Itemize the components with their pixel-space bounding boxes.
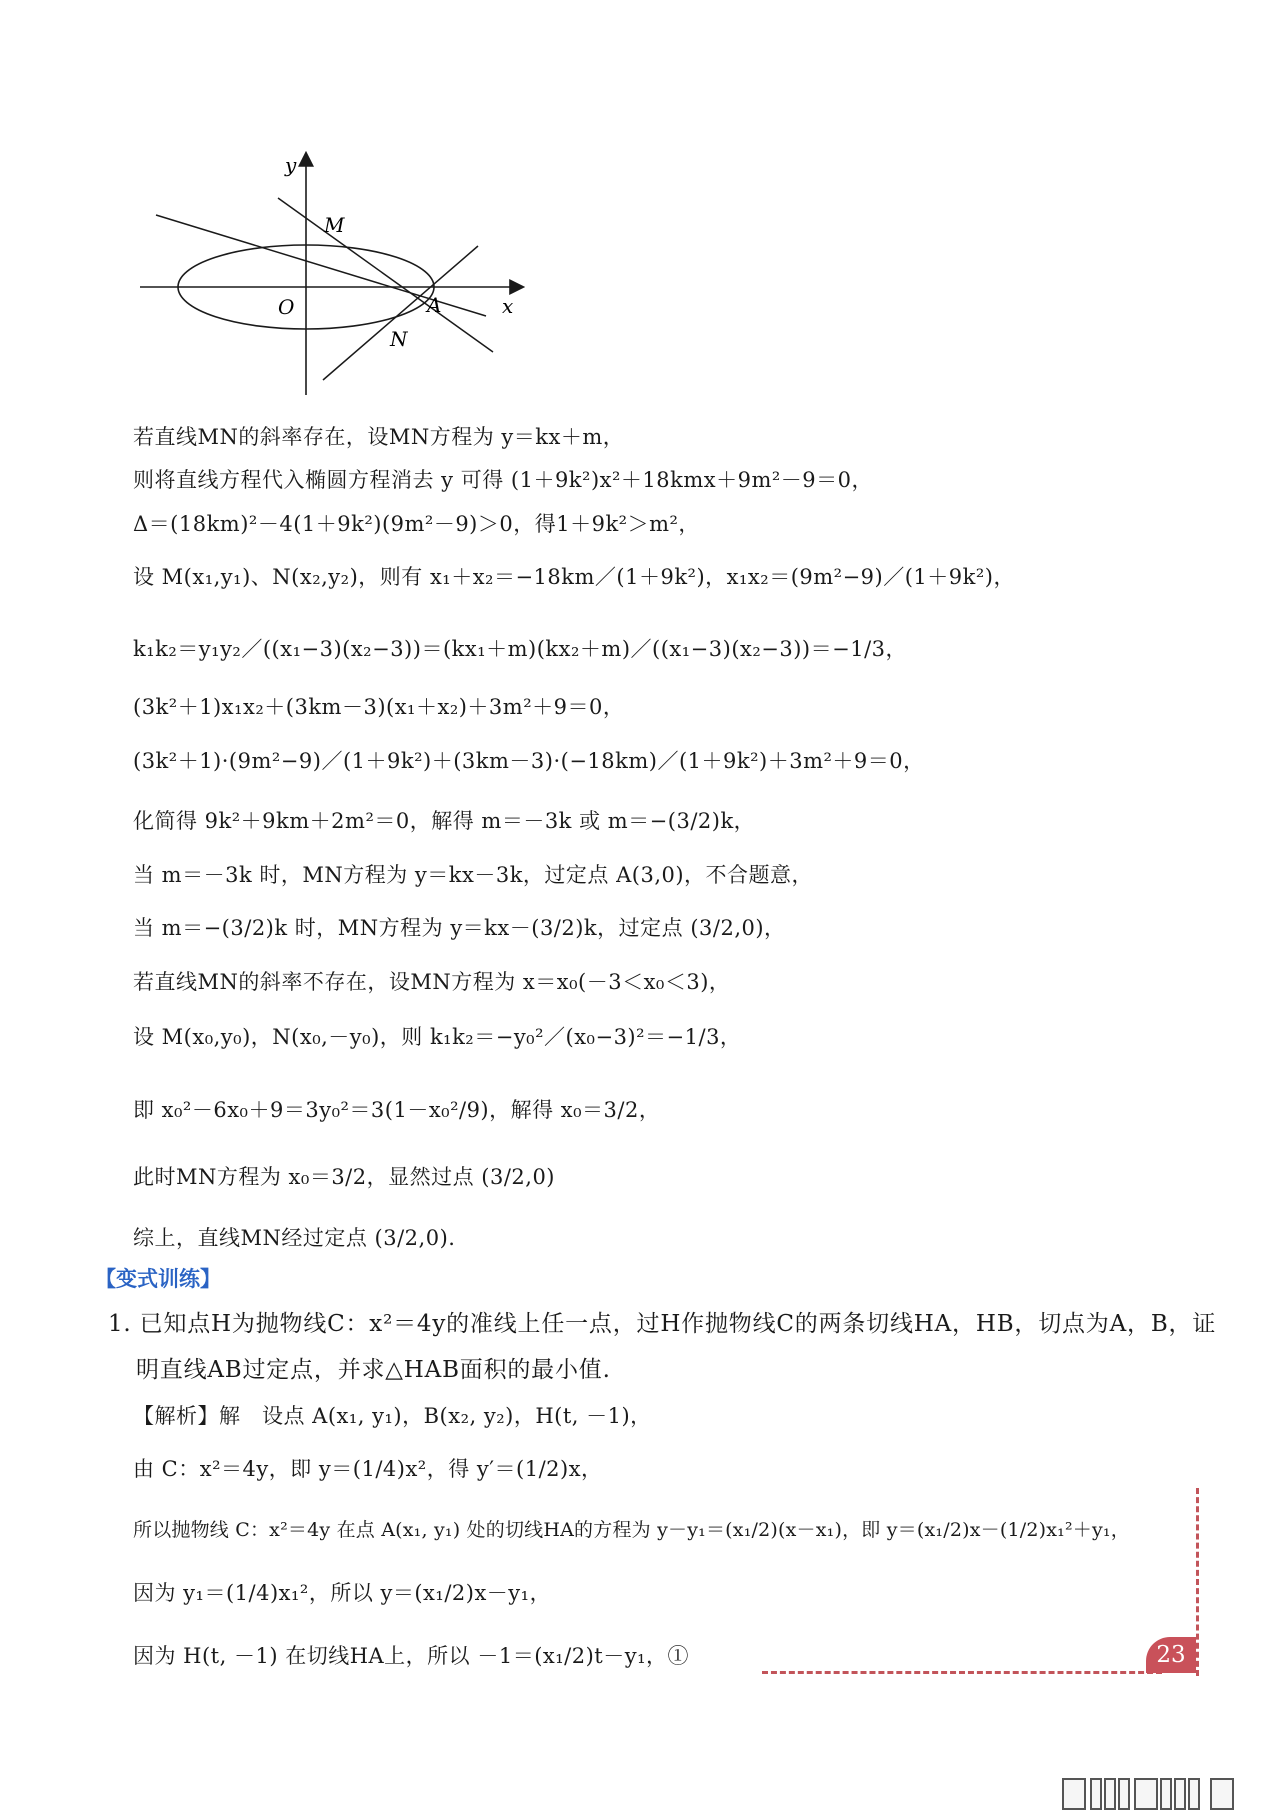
solution-line: k₁k₂＝y₁y₂／((x₁−3)(x₂−3))＝(kx₁＋m)(kx₂＋m)／((x₁−3)(x₂−3))＝−1/3， <box>133 637 908 661</box>
solution-line: Δ＝(18km)²－4(1＋9k²)(9m²－9)＞0，得1＋9k²＞m²， <box>133 512 700 536</box>
problem-statement-line-1: 1. 已知点H为抛物线C：x²＝4y的准线上任一点，过H作抛物线C的两条切线HA，HB，切点为A，B，证 <box>108 1311 1217 1337</box>
label-y: y <box>285 153 297 177</box>
solution-line: (3k²＋1)·(9m²−9)／(1＋9k²)＋(3km－3)·(−18km)／(1＋9k²)＋3m²＋9＝0， <box>133 749 925 773</box>
watermark-block <box>1134 1778 1158 1810</box>
page-border-dashed-vertical <box>1196 1488 1199 1676</box>
watermark-block <box>1118 1778 1130 1810</box>
label-a: A <box>427 293 442 317</box>
analysis-line: 因为 H(t, －1) 在切线HA上，所以 －1＝(x₁/2)t－y₁，① <box>133 1644 690 1668</box>
line-an <box>323 246 478 380</box>
solution-line: 若直线MN的斜率存在，设MN方程为 y＝kx＋m， <box>133 425 625 449</box>
solution-line: 则将直线方程代入椭圆方程消去 y 可得 (1＋9k²)x²＋18kmx＋9m²－9＝0， <box>133 468 874 492</box>
solution-line: 设 M(x₁,y₁)、N(x₂,y₂)，则有 x₁＋x₂＝−18km／(1＋9k²)，x₁x₂＝(9m²−9)／(1＋9k²)， <box>133 565 1015 589</box>
page-number-badge: 23 <box>1146 1637 1196 1673</box>
analysis-line: 所以抛物线 C：x²＝4y 在点 A(x₁, y₁) 处的切线HA的方程为 y－y₁＝(x₁/2)(x－x₁)，即 y＝(x₁/2)x－(1/2)x₁²＋y₁， <box>133 1519 1130 1541</box>
watermark-block <box>1062 1778 1086 1810</box>
label-x: x <box>502 294 514 318</box>
solution-line: (3k²＋1)x₁x₂＋(3km－3)(x₁＋x₂)＋3m²＋9＝0， <box>133 695 625 719</box>
watermark-block <box>1160 1778 1172 1810</box>
solution-line: 当 m＝－3k 时，MN方程为 y＝kx－3k，过定点 A(3,0)，不合题意， <box>133 863 814 887</box>
solution-line: 综上，直线MN经过定点 (3/2,0). <box>133 1226 456 1250</box>
watermark-block <box>1104 1778 1116 1810</box>
ellipse-diagram <box>138 150 538 400</box>
solution-line: 此时MN方程为 x₀＝3/2，显然过点 (3/2,0) <box>133 1165 556 1189</box>
watermark-block <box>1174 1778 1186 1810</box>
watermark-block <box>1090 1778 1102 1810</box>
solution-line: 设 M(x₀,y₀)，N(x₀,－y₀)，则 k₁k₂＝−y₀²／(x₀−3)²＝−1/3， <box>133 1025 742 1049</box>
analysis-line: 由 C：x²＝4y，即 y＝(1/4)x²，得 y′＝(1/2)x， <box>133 1457 603 1481</box>
solution-line: 当 m＝−(3/2)k 时，MN方程为 y＝kx－(3/2)k，过定点 (3/2,0)， <box>133 916 786 940</box>
solution-line: 即 x₀²－6x₀＋9＝3y₀²＝3(1－x₀²/9)，解得 x₀＝3/2， <box>133 1098 661 1122</box>
label-o: O <box>278 295 295 319</box>
solution-line: 若直线MN的斜率不存在，设MN方程为 x＝x₀(－3＜x₀＜3)， <box>133 970 731 994</box>
section-title: 【变式训练】 <box>95 1267 221 1291</box>
analysis-line: 【解析】解 设点 A(x₁, y₁)，B(x₂, y₂)，H(t, －1)， <box>133 1404 652 1428</box>
problem-statement-line-2: 明直线AB过定点，并求△HAB面积的最小值. <box>136 1357 611 1383</box>
solution-line: 化简得 9k²＋9km＋2m²＝0，解得 m＝－3k 或 m＝−(3/2)k， <box>133 809 756 833</box>
watermark-block <box>1210 1778 1234 1810</box>
watermark-block <box>1188 1778 1200 1810</box>
page-border-dashed-horizontal <box>762 1671 1162 1674</box>
analysis-line: 因为 y₁＝(1/4)x₁²，所以 y＝(x₁/2)x－y₁， <box>133 1581 552 1605</box>
label-n: N <box>390 327 408 351</box>
label-m: M <box>324 213 345 237</box>
